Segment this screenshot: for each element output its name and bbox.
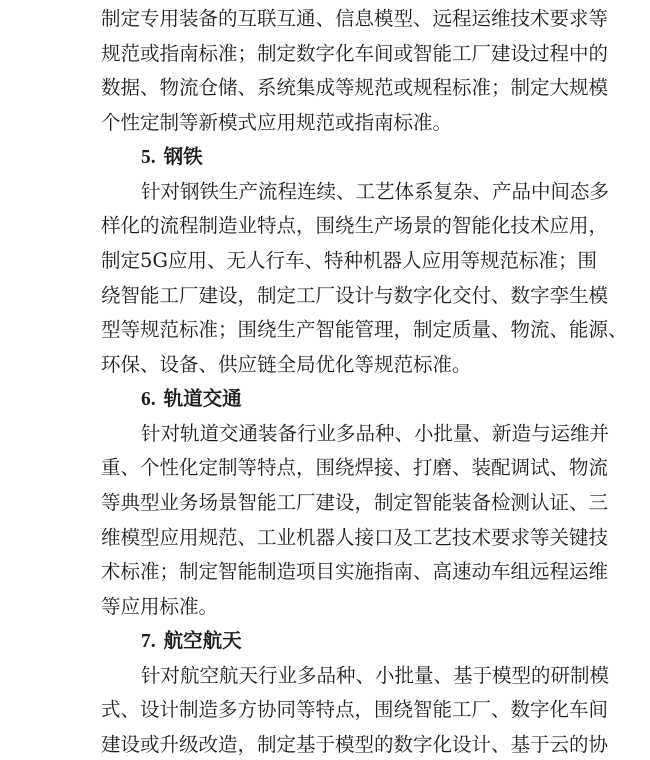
paragraph-line: 制定专用装备的互联互通、信息模型、远程运维技术要求等 (101, 7, 609, 30)
section-heading-aerospace (141, 626, 242, 656)
section-number: 5. (141, 147, 156, 169)
paragraph-line: 环保、设备、供应链全局优化等规范标准。 (101, 352, 472, 376)
paragraph-line: 等应用标准。 (101, 594, 219, 618)
section-number: 7. (141, 631, 156, 653)
section-heading-rail-transit (141, 384, 242, 414)
paragraph-line: 针对航空航天行业多品种、小批量、基于模型的研制模 (141, 663, 610, 687)
paragraph-line: 型等规范标准；围绕生产智能管理，制定质量、物流、能源、 (101, 318, 628, 342)
paragraph-line: 数据、物流仓储、系统集成等规范或规程标准；制定大规模 (101, 76, 609, 100)
paragraph-line: 规范或指南标准；制定数字化车间或智能工厂建设过程中的 (101, 41, 609, 65)
section-heading-steel (141, 142, 203, 172)
paragraph-line: 个性定制等新模式应用规范或指南标准。 (101, 110, 453, 134)
section-title: 轨道交通 (163, 387, 242, 411)
section-number: 6. (141, 389, 156, 411)
section-title: 钢铁 (163, 145, 203, 169)
paragraph-line: 重、个性化定制等特点，围绕焊接、打磨、装配调试、物流 (101, 456, 609, 480)
section-title: 航空航天 (163, 629, 242, 653)
paragraph-line: 术标准；制定智能制造项目实施指南、高速动车组远程运维 (101, 560, 609, 584)
paragraph-line: 式、设计制造多方协同等特点，围绕智能工厂、数字化车间 (101, 698, 609, 722)
paragraph-line: 针对轨道交通装备行业多品种、小批量、新造与运维并 (141, 421, 610, 445)
paragraph-line: 制定5G应用、无人行车、特种机器人应用等规范标准；围 (101, 249, 597, 272)
paragraph-line: 建设或升级改造，制定基于模型的数字化设计、基于云的协 (101, 733, 609, 756)
paragraph-line: 针对钢铁生产流程连续、工艺体系复杂、产品中间态多 (141, 179, 610, 203)
paragraph-line: 绕智能工厂建设，制定工厂设计与数字化交付、数字孪生模 (101, 283, 609, 307)
paragraph-line: 维模型应用规范、工业机器人接口及工艺技术要求等关键技 (101, 525, 609, 549)
paragraph-line: 等典型业务场景智能工厂建设，制定智能装备检测认证、三 (101, 491, 609, 514)
paragraph-line: 样化的流程制造业特点，围绕生产场景的智能化技术应用， (101, 214, 609, 238)
